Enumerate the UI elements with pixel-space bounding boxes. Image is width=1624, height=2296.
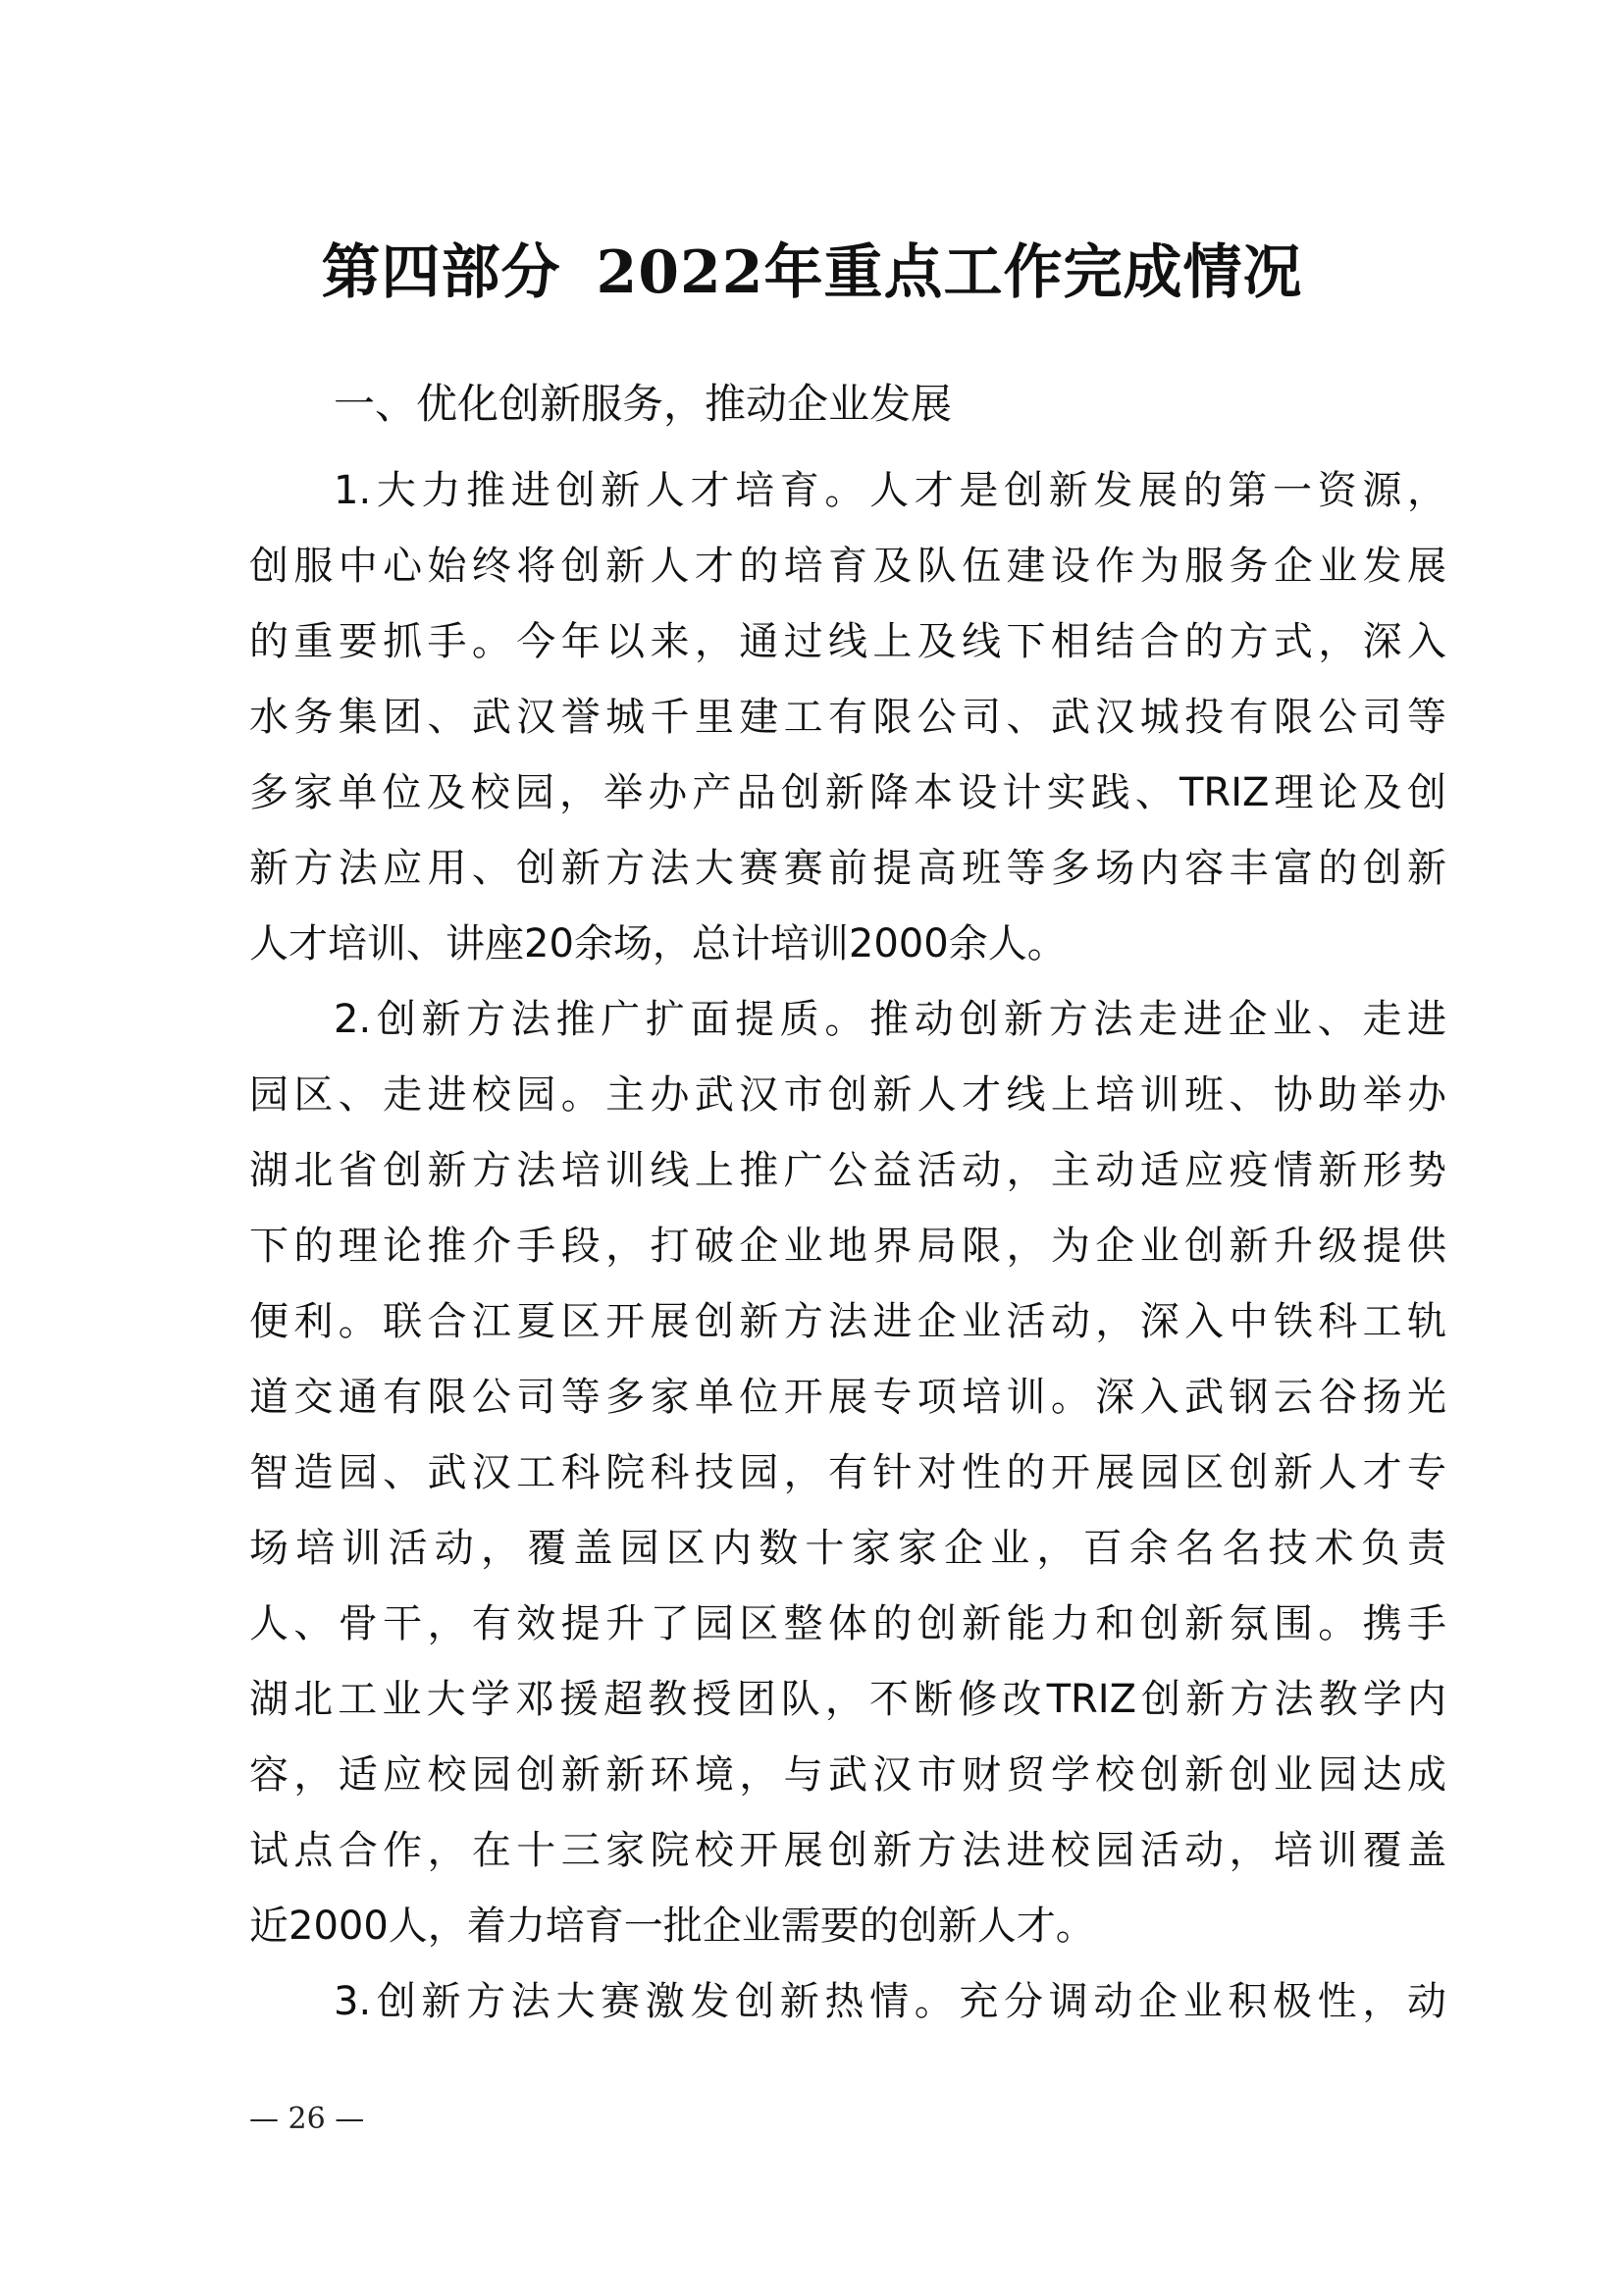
paragraph-line: 新方法应用、创新方法大赛赛前提高班等多场内容丰富的创新 xyxy=(249,846,1446,891)
section-heading: 一、优化创新服务，推动企业发展 xyxy=(334,380,953,428)
paragraph-line: 3.创新方法大赛激发创新热情。充分调动企业积极性，动 xyxy=(334,1979,1446,2024)
paragraph-line: 创服中心始终将创新人才的培育及队伍建设作为服务企业发展 xyxy=(249,544,1446,589)
paragraph-line: 便利。联合江夏区开展创新方法进企业活动，深入中铁科工轨 xyxy=(249,1299,1446,1344)
paragraph-line: 试点合作，在十三家院校开展创新方法进校园活动，培训覆盖 xyxy=(249,1828,1446,1873)
paragraph-line: 近2000人，着力培育一批企业需要的创新人才。 xyxy=(249,1904,1095,1949)
paragraph-line: 智造园、武汉工科院科技园，有针对性的开展园区创新人才专 xyxy=(249,1450,1446,1495)
paragraph-line: 1.大力推进创新人才培育。人才是创新发展的第一资源， xyxy=(334,468,1446,513)
paragraph-line: 水务集团、武汉誉城千里建工有限公司、武汉城投有限公司等 xyxy=(249,695,1446,740)
paragraph-line: 道交通有限公司等多家单位开展专项培训。深入武钢云谷扬光 xyxy=(249,1375,1446,1420)
paragraph-line: 下的理论推介手段，打破企业地界局限，为企业创新升级提供 xyxy=(249,1224,1446,1269)
paragraph-line: 场培训活动，覆盖园区内数十家家企业，百余名名技术负责 xyxy=(249,1526,1446,1571)
paragraph-line: 2.创新方法推广扩面提质。推动创新方法走进企业、走进 xyxy=(334,997,1446,1042)
paragraph-line: 人、骨干，有效提升了园区整体的创新能力和创新氛围。携手 xyxy=(249,1601,1446,1646)
paragraph-line: 容，适应校园创新新环境，与武汉市财贸学校创新创业园达成 xyxy=(249,1752,1446,1798)
paragraph-line: 园区、走进校园。主办武汉市创新人才线上培训班、协助举办 xyxy=(249,1072,1446,1118)
page-number: — 26 — xyxy=(249,2102,365,2136)
paragraph-line: 多家单位及校园，举办产品创新降本设计实践、TRIZ理论及创 xyxy=(249,770,1446,815)
page-title xyxy=(0,234,1624,312)
paragraph-line: 湖北省创新方法培训线上推广公益活动，主动适应疫情新形势 xyxy=(249,1148,1446,1193)
body-text xyxy=(249,453,1446,2040)
paragraph-line: 的重要抓手。今年以来，通过线上及线下相结合的方式，深入 xyxy=(249,619,1446,664)
title-main: 2022年重点工作完成情况 xyxy=(596,238,1303,307)
title-part: 第四部分 xyxy=(321,238,561,307)
paragraph-line: 人才培训、讲座20余场，总计培训2000余人。 xyxy=(249,921,1067,966)
paragraph-line: 湖北工业大学邓援超教授团队，不断修改TRIZ创新方法教学内 xyxy=(249,1677,1446,1722)
